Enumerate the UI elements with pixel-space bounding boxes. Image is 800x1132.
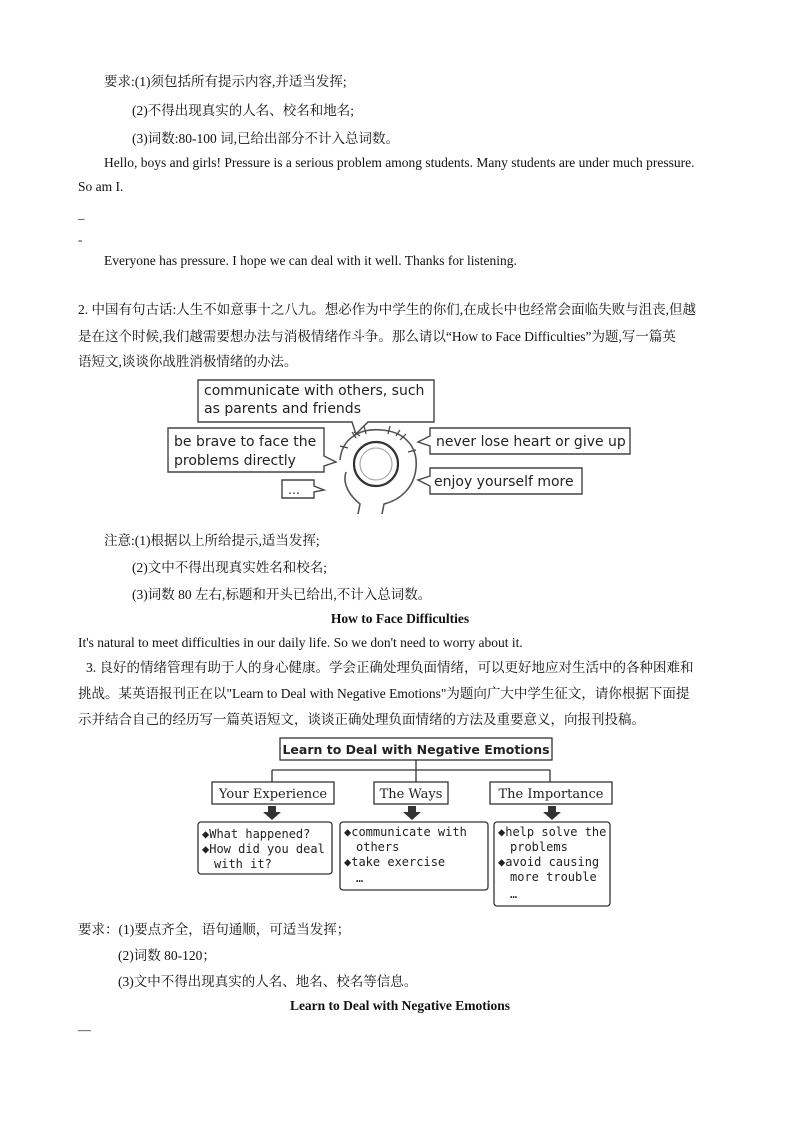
chart-col1-item2b: with it? bbox=[214, 857, 272, 871]
chart-col1-item2a: ◆How did you deal bbox=[202, 842, 325, 856]
q3-req1: 要求：(1)要点齐全，语句通顺，可适当发挥； bbox=[78, 922, 351, 937]
bubble-right-bottom-text: enjoy yourself more bbox=[434, 474, 574, 490]
chart-col3-header: The Importance bbox=[498, 787, 604, 802]
outline-chart bbox=[196, 732, 616, 912]
bubble-ellipsis-text: ... bbox=[288, 482, 300, 497]
chart-col2-item2: ◆take exercise bbox=[344, 855, 446, 869]
chart-col3-item3: … bbox=[510, 887, 518, 901]
req1-line1: 要求:(1)须包括所有提示内容,并适当发挥; bbox=[104, 74, 347, 89]
q2-note3: (3)词数 80 左右,标题和开头已给出,不计入总词数。 bbox=[132, 587, 432, 602]
q2-line1: 2. 中国有句古话:人生不如意事十之八九。想必作为中学生的你们,在成长中也经常会面临失败与沮丧,但越 bbox=[78, 302, 696, 317]
passage1-opening-b: So am I. bbox=[78, 179, 124, 194]
q3-line3: 示并结合自己的经历写一篇英语短文，谈谈正确处理负面情绪的方法及重要意义，向报刊投稿。 bbox=[78, 712, 645, 727]
q3-title: Learn to Deal with Negative Emotions bbox=[289, 998, 511, 1013]
q2-note2: (2)文中不得出现真实姓名和校名; bbox=[132, 560, 327, 575]
q2-opening: It's natural to meet difficulties in our daily life. So we don't need to worry about it. bbox=[78, 635, 523, 650]
req1-line3: (3)词数:80-100 词,已给出部分不计入总词数。 bbox=[132, 131, 399, 146]
arrow-down-icon bbox=[263, 806, 281, 820]
q3-req3: (3)文中不得出现真实的人名、地名、校名等信息。 bbox=[118, 974, 418, 989]
answer-blank-1: _ bbox=[78, 206, 85, 221]
arrow-down-icon bbox=[543, 806, 561, 820]
q2-line3: 语短文,谈谈你战胜消极情绪的办法。 bbox=[78, 354, 298, 369]
answer-blank-2: - bbox=[78, 232, 83, 247]
q3-line2: 挑战。某英语报刊正在以"Learn to Deal with Negative Emotions"为题向广大中学生征文，请你根据下面提 bbox=[78, 686, 690, 701]
answer-blank-3: — bbox=[78, 1022, 91, 1037]
bubble-left-text-b: problems directly bbox=[174, 453, 296, 469]
chart-col3-item2b: more trouble bbox=[510, 870, 597, 884]
chart-col1-item1: ◆What happened? bbox=[202, 827, 311, 841]
bubble-left-text-a: be brave to face the bbox=[174, 434, 317, 450]
chart-col3-item1b: problems bbox=[510, 840, 568, 854]
chart-col2-item1b: others bbox=[356, 840, 400, 854]
q3-req2: (2)词数 80-120； bbox=[118, 948, 216, 963]
chart-col2-header: The Ways bbox=[379, 787, 443, 802]
chart-col3-item1a: ◆help solve the bbox=[498, 825, 607, 839]
bubble-right-top-text: never lose heart or give up bbox=[436, 434, 626, 450]
q2-title: How to Face Difficulties bbox=[330, 611, 470, 626]
passage1-closing: Everyone has pressure. I hope we can deal with it well. Thanks for listening. bbox=[104, 253, 517, 268]
bubble-top-text-a: communicate with others, such bbox=[204, 383, 425, 399]
req1-line2: (2)不得出现真实的人名、校名和地名; bbox=[132, 103, 354, 118]
chart-root-label: Learn to Deal with Negative Emotions bbox=[282, 742, 550, 757]
bubble-top-text-b: as parents and friends bbox=[204, 401, 361, 417]
head-sketch-icon bbox=[340, 426, 416, 514]
arrow-down-icon bbox=[403, 806, 421, 820]
q2-note1: 注意:(1)根据以上所给提示,适当发挥; bbox=[104, 533, 320, 548]
chart-col1-header: Your Experience bbox=[218, 787, 328, 802]
chart-col2-item3: … bbox=[356, 871, 364, 885]
chart-arrows bbox=[263, 806, 561, 820]
mind-map-diagram bbox=[160, 376, 640, 516]
q3-line1: 3. 良好的情绪管理有助于人的身心健康。学会正确处理负面情绪，可以更好地应对生活中的各种困难和 bbox=[86, 660, 694, 675]
passage1-opening-a: Hello, boys and girls! Pressure is a serious problem among students. Many students are under much pressure. bbox=[104, 155, 695, 170]
q2-line2: 是在这个时候,我们越需要想办法与消极情绪作斗争。那么请以“How to Face Difficulties”为题,写一篇英 bbox=[78, 329, 676, 344]
chart-col2-item1a: ◆communicate with bbox=[344, 825, 467, 839]
chart-col3-item2a: ◆avoid causing bbox=[498, 855, 600, 869]
